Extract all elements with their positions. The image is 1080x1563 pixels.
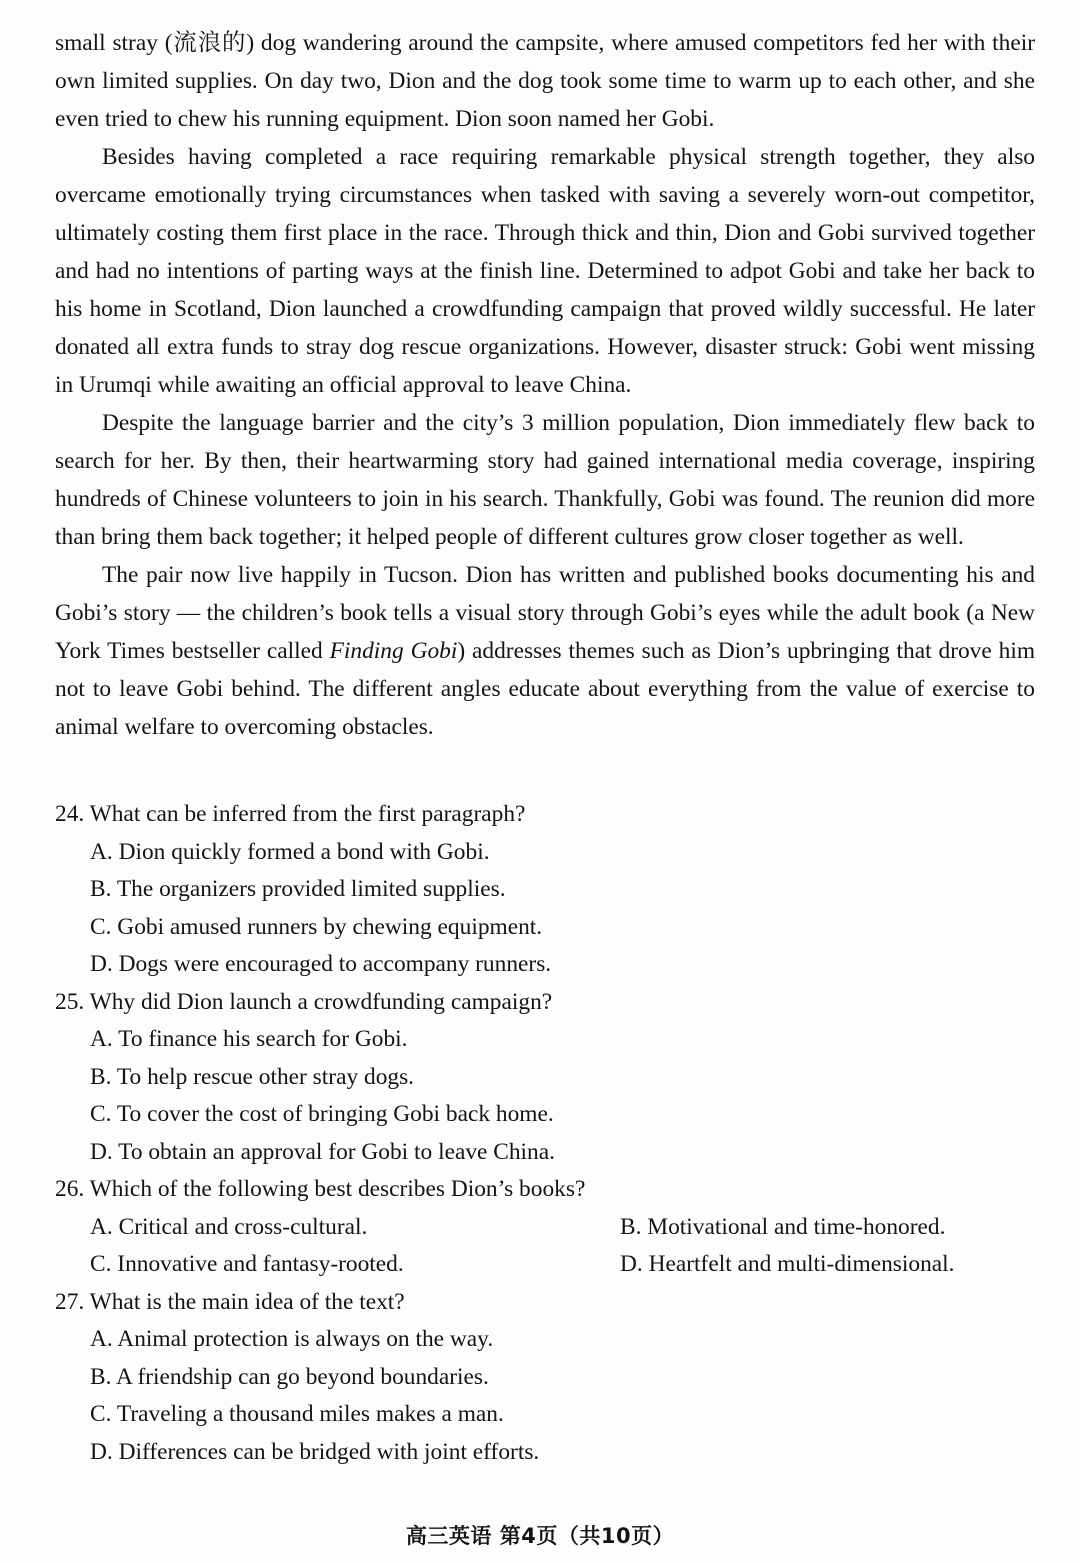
question-26	[55, 1171, 1035, 1284]
question-stem: 24. What can be inferred from the first paragraph?	[55, 801, 526, 827]
option-b[interactable]: B. To help rescue other stray dogs.	[90, 1063, 415, 1090]
reading-passage	[55, 24, 1035, 746]
question-27	[55, 1284, 1035, 1472]
option-d[interactable]: D. Heartfelt and multi-dimensional.	[620, 1251, 955, 1277]
question-stem: 25. Why did Dion launch a crowdfunding campaign?	[55, 988, 553, 1015]
options-grid	[55, 1209, 1035, 1284]
option-d[interactable]: D. Dogs were encouraged to accompany runners.	[90, 951, 552, 977]
question-stem: 27. What is the main idea of the text?	[55, 1288, 405, 1315]
option-b[interactable]: B. A friendship can go beyond boundaries.	[90, 1363, 489, 1390]
passage-paragraph-1: small stray (流浪的) dog wandering around the campsite, where amused competitors fed her with their own limited supplies. On day two, Dion and the dog took some time to warm up to each other, and she even tried to chew his running equipment. Dion soon named her Gobi.	[55, 30, 1035, 132]
option-a[interactable]: A. Critical and cross-cultural.	[90, 1213, 368, 1240]
option-a[interactable]: A. Animal protection is always on the way.	[90, 1326, 494, 1352]
question-25	[55, 984, 1035, 1172]
book-title: Finding Gobi	[329, 638, 458, 664]
passage-paragraph-2: Besides having completed a race requiring remarkable physical strength together, they also overcame emotionally trying circumstances when tasked with saving a severely worn-out competitor, ultimately costing them first place in the race. Through thick and thin, Dion and Gobi survived together and had no intentions of parting ways at the finish line. Determined to adpot Gobi and take her back to his home in Scotland, Dion launched a crowdfunding campaign that proved wildly successful. He later donated all extra funds to stray dog rescue organizations. However, disaster struck: Gobi went missing in Urumqi while awaiting an official approval to leave China.	[55, 144, 1035, 398]
option-c[interactable]: C. Gobi amused runners by chewing equipment.	[90, 913, 543, 940]
option-c[interactable]: C. To cover the cost of bringing Gobi back home.	[90, 1101, 554, 1127]
option-b[interactable]: B. Motivational and time-honored.	[620, 1213, 946, 1240]
passage-paragraph-3: Despite the language barrier and the city’s 3 million population, Dion immediately flew back to search for her. By then, their heartwarming story had gained international media coverage, inspiring hundreds of Chinese volunteers to join in his search. Thankfully, Gobi was found. The reunion did more than bring them back together; it helped people of different cultures grow closer together as well.	[55, 410, 1035, 550]
option-a[interactable]: A. To finance his search for Gobi.	[90, 1026, 408, 1052]
exam-page	[55, 24, 1035, 1471]
question-24	[55, 796, 1035, 984]
page-footer: 高三英语 第4页（共10页）	[405, 1524, 675, 1548]
paragraph-4-text-after: ) addresses themes such as Dion’s upbringing that drove him not to leave Gobi behind. The different angles educate about everything from the value of exercise to animal welfare to overcoming obstacles.	[55, 638, 1036, 740]
passage-paragraph-4	[55, 556, 1035, 746]
option-c[interactable]: C. Innovative and fantasy-rooted.	[90, 1251, 404, 1277]
option-d[interactable]: D. Differences can be bridged with joint efforts.	[90, 1438, 540, 1465]
option-c[interactable]: C. Traveling a thousand miles makes a man.	[90, 1401, 504, 1427]
option-d[interactable]: D. To obtain an approval for Gobi to leave China.	[90, 1138, 555, 1165]
option-a[interactable]: A. Dion quickly formed a bond with Gobi.	[90, 838, 490, 865]
option-b[interactable]: B. The organizers provided limited supplies.	[90, 876, 506, 902]
questions-section	[55, 796, 1035, 1471]
paragraph-4-text-before: The pair now live happily in Tucson. Dion has written and published books documenting his and Gobi’s story — the children’s book tells a visual story through Gobi’s eyes while the adult book (a New York Times bestseller called	[55, 562, 1035, 664]
question-stem: 26. Which of the following best describes Dion’s books?	[55, 1176, 586, 1202]
